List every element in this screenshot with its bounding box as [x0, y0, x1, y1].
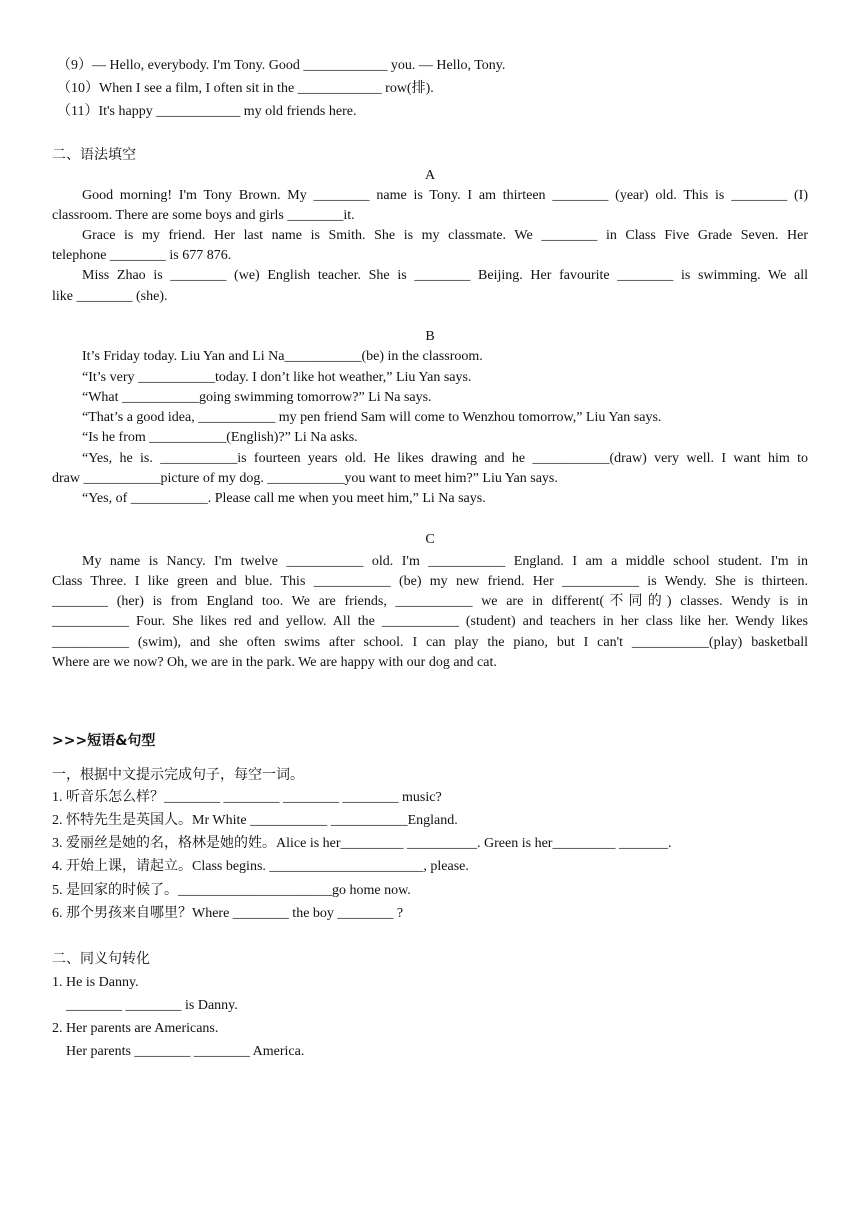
- synonym-item: Her parents ________ ________ America.: [52, 1044, 305, 1059]
- passage-a-line: like ________ (she).: [52, 289, 168, 304]
- section-synonym-title: 二、同义句转化: [52, 951, 150, 967]
- passage-c-line: Class Three. I like green and blue. This ___________ (be) my new friend. Her ___________ is Wendy. She is thirteen.: [52, 574, 808, 589]
- section-phrases-title: >>>短语&句型: [52, 733, 156, 749]
- phrase-item: 1. 听音乐怎么样？________ ________ ________ ________ music?: [52, 790, 442, 805]
- passage-b-line: draw ___________picture of my dog. ___________you want to meet him?” Liu Yan says.: [52, 471, 558, 486]
- question-11: （11）It's happy ____________ my old friends here.: [57, 104, 357, 119]
- passage-c-label: C: [425, 532, 435, 547]
- passage-b-label: B: [425, 329, 435, 344]
- passage-a-line: classroom. There are some boys and girls ________it.: [52, 208, 355, 223]
- passage-b-line: “It’s very ___________today. I don’t like hot weather,” Liu Yan says.: [82, 370, 472, 385]
- question-9: （9）— Hello, everybody. I'm Tony. Good ____________ you. — Hello, Tony.: [57, 58, 506, 73]
- synonym-item: ________ ________ is Danny.: [52, 998, 238, 1013]
- passage-a-line: Miss Zhao is ________ (we) English teacher. She is ________ Beijing. Her favourite ________ is swimming. We all: [82, 268, 808, 283]
- synonym-item: 1. He is Danny.: [52, 975, 139, 990]
- passage-b-line: “Is he from ___________(English)?” Li Na asks.: [82, 430, 358, 445]
- passage-b-line: “Yes, of ___________. Please call me when you meet him,” Li Na says.: [82, 491, 486, 506]
- passage-b-line: “That’s a good idea, ___________ my pen friend Sam will come to Wenzhou tomorrow,” Liu Yan says.: [82, 410, 662, 425]
- passage-c-line: ________ (her) is from England too. We are friends, ___________ we are in different(不同的) classes. Wendy is in: [52, 594, 808, 609]
- passage-b-line: “Yes, he is. ___________is fourteen years old. He likes drawing and he ___________(draw) very well. I want him to: [82, 451, 808, 466]
- section-phrases-subtitle: 一，根据中文提示完成句子，每空一词。: [52, 767, 304, 783]
- question-10: （10）When I see a film, I often sit in the ____________ row(排).: [57, 81, 434, 96]
- passage-a-line: Grace is my friend. Her last name is Smith. She is my classmate. We ________ in Class Five Grade Seven. Her: [82, 228, 808, 243]
- section-grammar-title: 二、语法填空: [52, 147, 136, 163]
- passage-c-line: ___________ Four. She likes red and yellow. All the ___________ (student) and teachers in her class like her. Wendy likes: [52, 614, 808, 629]
- phrase-item: 6. 那个男孩来自哪里？Where ________ the boy ________ ?: [52, 906, 404, 921]
- passage-a-line: Good morning! I'm Tony Brown. My ________ name is Tony. I am thirteen ________ (year) old. This is ________ (I): [82, 188, 808, 203]
- passage-b-line: It’s Friday today. Liu Yan and Li Na___________(be) in the classroom.: [82, 349, 483, 364]
- phrase-item: 3. 爱丽丝是她的名，格林是她的姓。Alice is her_________ __________. Green is her_________ _______.: [52, 836, 672, 851]
- passage-a-line: telephone ________ is 677 876.: [52, 248, 232, 263]
- passage-a-label: A: [424, 168, 436, 183]
- passage-c-line: Where are we now? Oh, we are in the park. We are happy with our dog and cat.: [52, 655, 497, 670]
- passage-c-line: ___________ (swim), and she often swims after school. I can play the piano, but I can't ___________(play) basketball: [52, 635, 808, 650]
- phrase-item: 4. 开始上课，请起立。Class begins. ______________________, please.: [52, 859, 469, 874]
- passage-c-line: My name is Nancy. I'm twelve ___________ old. I'm ___________ England. I am a middle school student. I'm in: [82, 554, 808, 569]
- synonym-item: 2. Her parents are Americans.: [52, 1021, 219, 1036]
- phrase-item: 5. 是回家的时候了。______________________go home now.: [52, 883, 411, 898]
- passage-b-line: “What ___________going swimming tomorrow?” Li Na says.: [82, 390, 432, 405]
- phrase-item: 2. 怀特先生是英国人。Mr White ___________ ___________England.: [52, 813, 458, 828]
